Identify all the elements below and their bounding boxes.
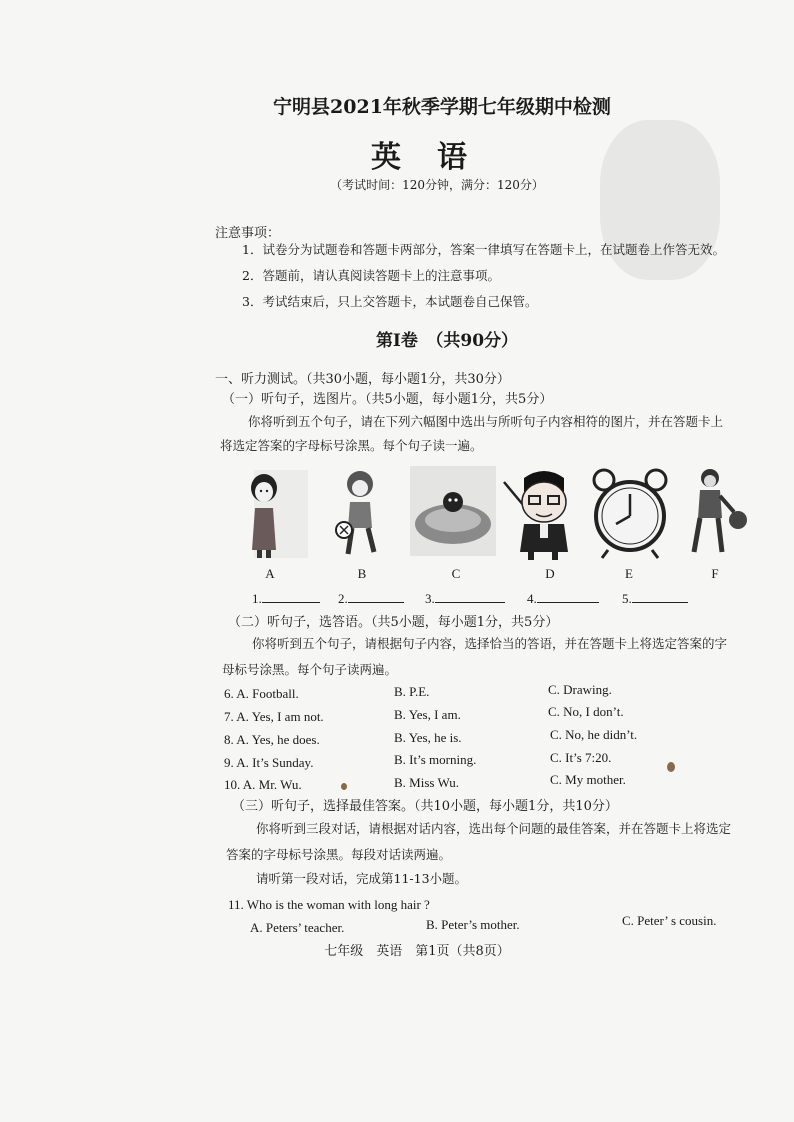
subsection-heading: （一）听句子，选图片。（共5小题，每小题1分，共5分） (222, 392, 553, 407)
picture-d-teacher (502, 466, 580, 562)
section-heading: 一、听力测试。（共30小题，每小题1分，共30分） (215, 372, 510, 387)
instruction: 你将听到五个句子，请根据句子内容，选择恰当的答语，并在答题卡上将选定答案的字 (252, 636, 728, 651)
question-11: 11. Who is the woman with long hair ? (228, 897, 430, 912)
answer-blank[interactable] (252, 590, 320, 607)
option-9a: 9. A. It’s Sunday. (224, 755, 314, 770)
answer-blank[interactable] (622, 590, 688, 607)
option-10c: C. My mother. (550, 772, 626, 787)
answer-blank[interactable] (338, 590, 404, 607)
exam-info: （考试时间：120分钟，满分：120分） (330, 178, 544, 192)
option-11a: A. Peters’ teacher. (250, 920, 345, 935)
picture-label: D (545, 566, 555, 581)
notice-item: 2．答题前，请认真阅读答题卡上的注意事项。 (242, 268, 500, 283)
instruction: 你将听到五个句子，请在下列六幅图中选出与所听句子内容相符的图片，并在答题卡上 (248, 414, 724, 429)
exam-title: 宁明县2021年秋季学期七年级期中检测 (273, 96, 611, 118)
blank-number: 2. (338, 591, 348, 606)
option-6a: 6. A. Football. (224, 686, 299, 701)
picture-a-girl (232, 466, 312, 562)
page-footer: 七年级 英语 第1页（共8页） (324, 944, 510, 959)
blank-number: 5. (622, 591, 632, 606)
option-11b: B. Peter’s mother. (426, 917, 520, 932)
picture-label: B (357, 566, 367, 581)
instruction: 母标号涂黑。每个句子读两遍。 (222, 662, 398, 677)
subsection-heading: （三）听句子，选择最佳答案。（共10小题，每小题1分，共10分） (232, 799, 618, 814)
scan-dot (341, 783, 347, 790)
option-8b: B. Yes, he is. (394, 730, 462, 745)
picture-label: F (711, 566, 719, 581)
option-6b: B. P.E. (394, 684, 430, 699)
picture-label: A (265, 566, 275, 581)
blank-number: 3. (425, 591, 435, 606)
instruction: 答案的字母标号涂黑。每段对话读两遍。 (226, 847, 452, 862)
part-title: 第Ⅰ卷 （共90分） (375, 331, 519, 351)
option-11c: C. Peter’ s cousin. (622, 913, 717, 928)
option-8a: 8. A. Yes, he does. (224, 732, 320, 747)
answer-blank[interactable] (527, 590, 599, 607)
picture-c-animal-boat (410, 466, 496, 562)
notice-heading: 注意事项： (215, 226, 281, 241)
option-8c: C. No, he didn’t. (550, 727, 638, 742)
picture-label: E (625, 566, 633, 581)
picture-label: C (451, 566, 461, 581)
option-7c: C. No, I don’t. (548, 704, 624, 719)
option-10a: 10. A. Mr. Wu. (224, 777, 302, 792)
option-7b: B. Yes, I am. (394, 707, 461, 722)
scan-dot (667, 762, 675, 772)
blank-number: 1. (252, 591, 262, 606)
answer-blank[interactable] (425, 590, 505, 607)
notice-item: 1．试卷分为试题卷和答题卡两部分，答案一律填写在答题卡上，在试题卷上作答无效。 (242, 242, 725, 257)
option-9b: B. It’s morning. (394, 752, 477, 767)
picture-b-soccer (330, 466, 390, 562)
instruction: 将选定答案的字母标号涂黑。每个句子读一遍。 (220, 438, 483, 453)
option-10b: B. Miss Wu. (394, 775, 459, 790)
subsection-heading: （二）听句子，选答语。（共5小题，每小题1分，共5分） (228, 615, 559, 630)
subject-title: 英语 (371, 140, 503, 175)
picture-f-basketball (682, 466, 752, 562)
option-7a: 7. A. Yes, I am not. (224, 709, 324, 724)
option-6c: C. Drawing. (548, 682, 612, 697)
blank-number: 4. (527, 591, 537, 606)
instruction: 请听第一段对话，完成第11-13小题。 (256, 871, 468, 886)
picture-e-alarm-clock (590, 466, 670, 562)
notice-item: 3．考试结束后，只上交答题卡，本试题卷自己保管。 (242, 294, 538, 309)
instruction: 你将听到三段对话，请根据对话内容，选出每个问题的最佳答案，并在答题卡上将选定 (256, 821, 732, 836)
option-9c: C. It’s 7:20. (550, 750, 612, 765)
